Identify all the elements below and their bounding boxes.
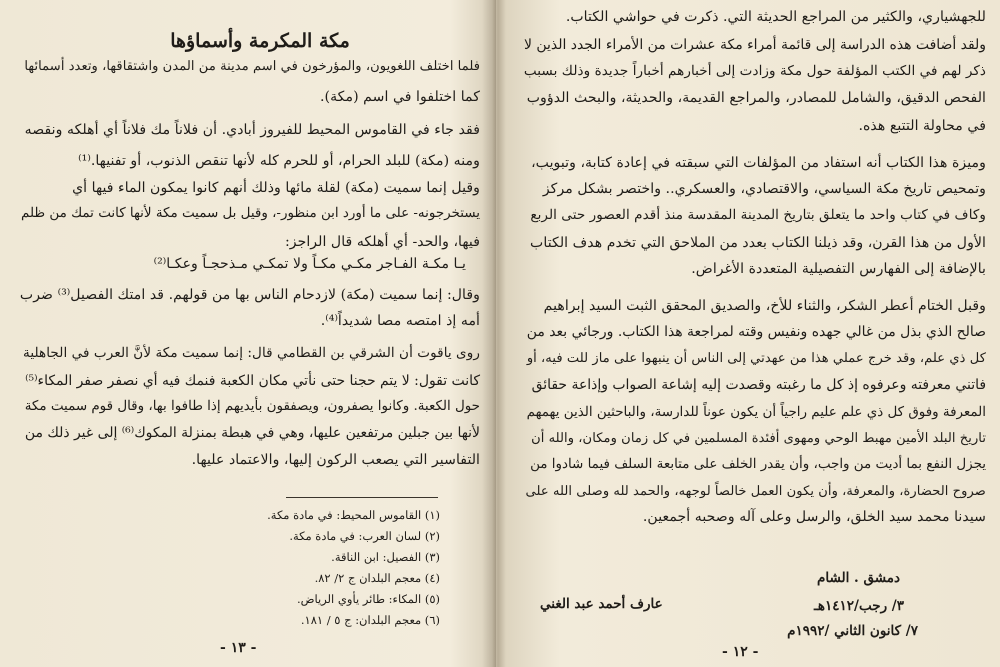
footnotes (200, 508, 440, 628)
chapter-title: مكة المكرمة وأسماؤها (170, 30, 350, 52)
body-line: فقد جاء في القاموس المحيط للفيروز أبادي. أن فلاناً مك فلاناً أي أهلكه ونقصه (24, 122, 480, 138)
body-line: التفاسير التي يصعب الركون إليها، والاعتماد عليها. (191, 452, 480, 468)
body-line: تاريخ البلد الأمين مهبط الوحي ومهوى أفئدة المسلمين في كل زمان ومكان، والله أن (531, 431, 986, 446)
body-line: للجهشياري، والكثير من المراجع الحديثة التي. ذكرت في حواشي الكتاب. (565, 9, 986, 25)
body-line: صروح الحضارة، والمعرفة، وأن يكون العمل خالصاً لوجهه، والحمد لله وصلى الله على (525, 484, 986, 499)
body-line: صالح الذي بذل من غالي جهده ونفيس وقته لمراجعة هذا الكتاب. ورجائي بعد من (526, 324, 986, 340)
body-line: في محاولة التتبع هذه. (858, 118, 986, 134)
footnote: (٦) معجم البلدان: ج ٥ / ١٨١. (300, 613, 440, 627)
body-line: وقبل الختام أعطر الشكر، والثناء للأخ، والصديق المحقق الثبت السيد إبراهيم (543, 298, 986, 314)
body-line: ومنه (مكة) للبلد الحرام، أو للحرم كله لأنها تنقص الذنوب، أو تفنيها.⁽¹⁾ (78, 153, 480, 169)
body-line: وتمحيص تاريخ مكة السياسي، والاقتصادي، والعسكري.. واختصر بشكل مركز (542, 181, 986, 197)
body-line: روى ياقوت أن الشرقي بن القطامي قال: إنما سميت مكة لأنَّ العرب في الجاهلية (23, 345, 480, 361)
body-line: فلما اختلف اللغويون، والمؤرخون في اسم مدينة من المدن واشتقاقها، وتعدد أسمائها (24, 59, 480, 74)
footnote: (٢) لسان العرب: في مادة مكة. (289, 529, 440, 543)
right-page (504, 0, 1000, 667)
body-line: وميزة هذا الكتاب أنه استفاد من المؤلفات التي سبقته في إعادة كتابة، وتبويب، (531, 155, 986, 171)
signature-place: دمشق . الشام (816, 570, 900, 586)
body-line: ذكر لهم في الكتب المؤلفة حول مكة وزادت إلى أخبارهم أخباراً جديدة وذلك بسبب (523, 63, 986, 79)
body-line: وقيل إنما سميت (مكة) لقلة مائها وذلك أنهم كانوا يمكون الماء فيها أي (72, 180, 480, 196)
page-number: - ١٢ - (722, 644, 759, 660)
body-line: سيدنا محمد سيد الخلق، والرسل وعلى آله وصحبه أجمعين. (642, 509, 986, 525)
footnote: (٥) المكاء: طائر يأوي الرياض. (296, 592, 440, 606)
footnote: (٣) الفصيل: ابن الناقة. (331, 550, 440, 564)
left-page (0, 0, 496, 667)
body-line: كانت تقول: لا يتم حجنا حتى نأتي مكان الكعبة فنمك فيه أي نصفر صفر المكاء⁽⁵⁾ (25, 373, 480, 389)
page-number: - ١٣ - (220, 640, 257, 656)
footnote: (١) القاموس المحيط: في مادة مكة. (267, 508, 440, 522)
body-line: حول الكعبة. وكانوا يصفرون، ويصفقون بأيديهم إذا طافوا بها، وقال قوم سميت مكة (24, 399, 480, 414)
body-line: وقال: إنما سميت (مكة) لازدحام الناس بها من قولهم. قد امتك الفصيل⁽³⁾ ضرب (19, 287, 480, 303)
body-line: فاتني معرفته وعرفوه إذ كل ما رغبته وقصدت إليه إشاعة الصواب وإذاعة حقائق (531, 377, 986, 393)
left-body-text (20, 58, 480, 498)
footnote-divider (286, 497, 438, 498)
body-line: الأول من هذا القرن، وقد ذيلنا الكتاب بعدد من الملاحق التي تخدم هدف الكتاب (530, 235, 986, 251)
body-line: ولقد أضافت هذه الدراسة إلى قائمة أمراء مكة عشرات من الأمراء الجدد الذين لا (524, 37, 986, 53)
body-line: كل ذي علم، وقد خرج عملي هذا من عهدتي إلى الناس أن ينبهوا على ماز للت فيه، أو (526, 351, 986, 366)
signature-date-hijri: ٣/ رجب/١٤١٢هـ (813, 598, 904, 614)
gutter-shadow (482, 0, 496, 667)
body-line: بالإضافة إلى الفهارس التفصيلية المتعددة الأغراض. (691, 261, 986, 277)
signature-date-gregorian: ٧/ كانون الثاني /١٩٩٢م (787, 623, 918, 639)
right-body-text (524, 8, 986, 538)
body-line: وكاف في كتاب واحد ما يتعلق بتاريخ المدينة المقدسة منذ أقدم العصور حتى الربع (530, 207, 986, 223)
verse-line: يـا مكـة الفـاجر مكـي مكـاً ولا تمكـي مـذحجـاً وعكـا⁽²⁾ (153, 256, 466, 272)
body-line: الفحص الدقيق، والشامل للمصادر، والمراجع القديمة، والحديثة، والبحث الدؤوب (526, 90, 986, 106)
body-line: أمه إذ امتصه مصا شديداً⁽⁴⁾. (320, 313, 480, 329)
body-line: المعرفة وفوق كل ذي علم عليم راجياً أن يكون عوناً للدارسة، والباحثين الذين يهمهم (526, 405, 986, 420)
body-line: فيها، والحد- أي أهلكه قال الراجز: (284, 234, 480, 250)
body-line: يستخرجونه- على ما أورد ابن منظور-، وقيل بل سميت مكة لأنها كانت تمك من ظلم (21, 206, 480, 221)
body-line: لأنها بين جبلين مرتفعين عليها، وهي في هبطة بمنزلة المكوك⁽⁶⁾ إلى غير ذلك من (24, 425, 480, 441)
signature-author: عارف أحمد عبد الغني (540, 596, 663, 612)
body-line: كما اختلفوا في اسم (مكة). (320, 89, 480, 105)
footnote: (٤) معجم البلدان ج ٢/ ٨٢. (314, 571, 440, 585)
body-line: يجزل النفع بما أديت من واجب، وأن يقدر الخلف على متابعة السلف فيما شادوا من (530, 457, 986, 472)
